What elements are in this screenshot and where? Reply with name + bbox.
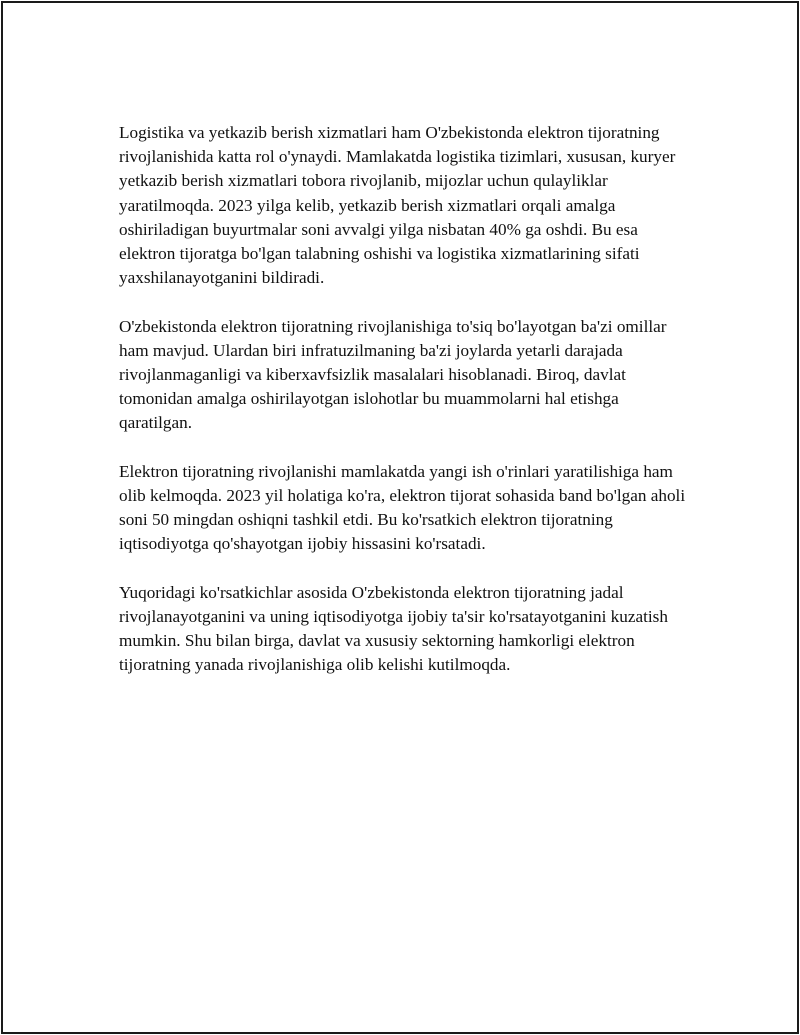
- document-body: [119, 121, 689, 702]
- document-page: [1, 1, 799, 1034]
- paragraph-obstacles: O'zbekistonda elektron tijoratning rivojlanishiga to'siq bo'layotgan ba'zi omillar ham mavjud. Ulardan biri infratuzilmaning ba'zi joylarda yetarli darajada rivojlanmaganligi va kiberxavfsizlik masalalari hisoblanadi. Biroq, davlat tomonidan amalga oshirilayotgan islohotlar bu muammolarni hal etishga qaratilgan.: [119, 316, 667, 433]
- paragraph-logistics: Logistika va yetkazib berish xizmatlari ham O'zbekistonda elektron tijoratning rivojlanishida katta rol o'ynaydi. Mamlakatda logistika tizimlari, xususan, kuryer yetkazib berish xizmatlari tobora rivojlanib, mijozlar uchun qulayliklar yaratilmoqda. 2023 yilga kelib, yetkazib berish xizmatlari orqali amalga oshiriladigan buyurtmalar soni avvalgi yilga nisbatan 40% ga oshdi. Bu esa elektron tijoratga bo'lgan talabning oshishi va logistika xizmatlarining sifati yaxshilanayotganini bildiradi.: [119, 123, 676, 288]
- paragraph-conclusion: Yuqoridagi ko'rsatkichlar asosida O'zbekistonda elektron tijoratning jadal rivojlanayotganini va uning iqtisodiyotga ijobiy ta'sir ko'rsatayotganini kuzatish mumkin. Shu bilan birga, davlat va xususiy sektorning hamkorligi elektron tijoratning yanada rivojlanishiga olib kelishi kutilmoqda.: [119, 582, 668, 675]
- paragraph-employment: Elektron tijoratning rivojlanishi mamlakatda yangi ish o'rinlari yaratilishiga ham olib kelmoqda. 2023 yil holatiga ko'ra, elektron tijorat sohasida band bo'lgan aholi soni 50 mingdan oshiqni tashkil etdi. Bu ko'rsatkich elektron tijoratning iqtisodiyotga qo'shayotgan ijobiy hissasini ko'rsatadi.: [119, 461, 686, 554]
